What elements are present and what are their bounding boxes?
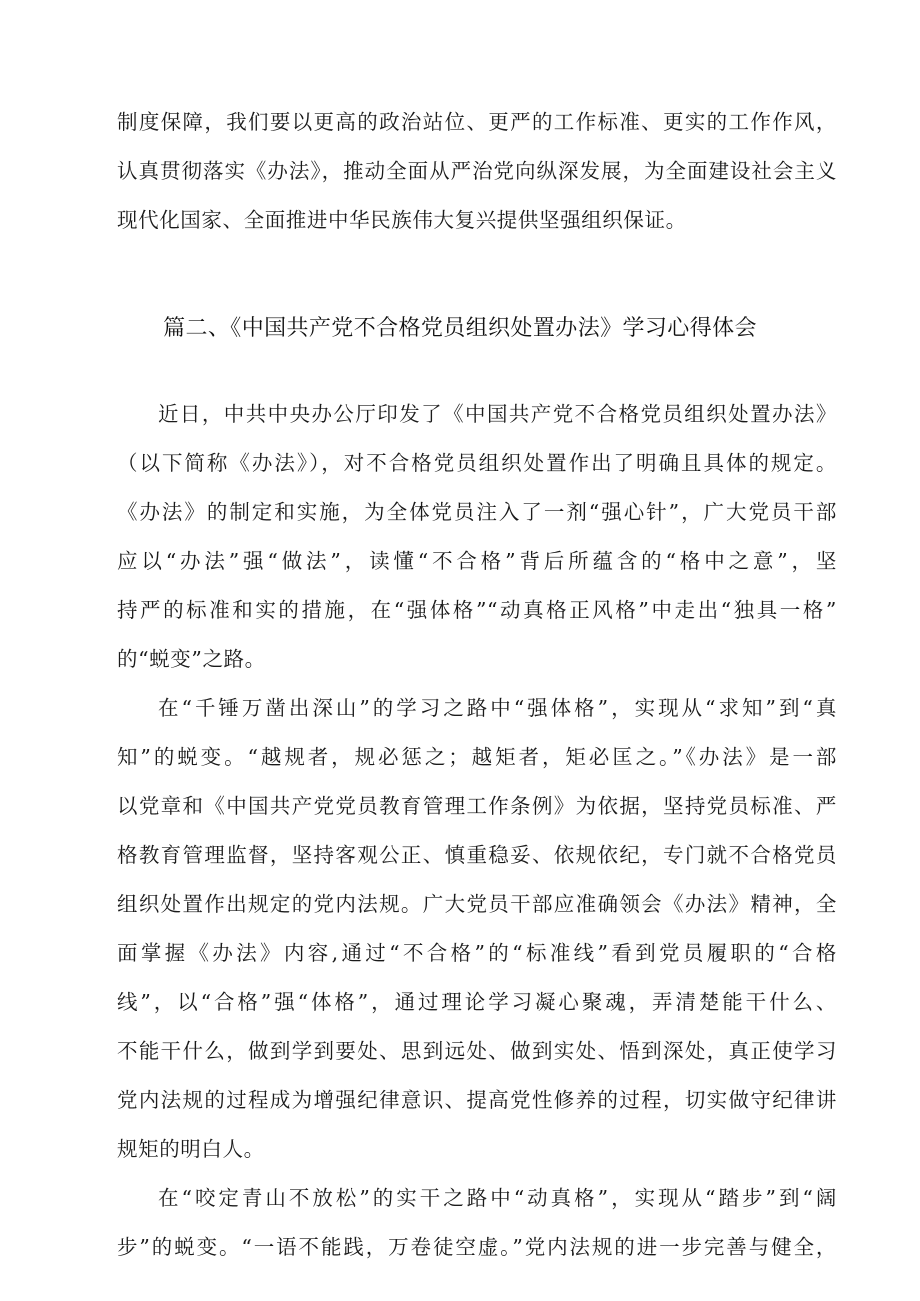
paragraph2-line-10: 规矩的明白人。 xyxy=(117,1137,265,1161)
paragraph1-line-5: 持严的标准和实的措施，在“强体格”“动真格正风格”中走出“独具一格” xyxy=(117,598,837,622)
paragraph3-line-1: 在“咬定青山不放松”的实干之路中“动真格”，实现从“踏步”到“阔 xyxy=(158,1186,837,1210)
paragraph2-line-7: 线”，以“合格”强“体格”，通过理论学习凝心聚魂，弄清楚能干什么、 xyxy=(117,990,837,1014)
intro-line-3: 现代化国家、全面推进中华民族伟大复兴提供坚强组织保证。 xyxy=(117,208,687,232)
paragraph2-line-2: 知”的蜕变。“越规者，规必惩之；越矩者，矩必匡之。”《办法》是一部 xyxy=(117,745,837,769)
paragraph2-line-3: 以党章和《中国共产党党员教育管理工作条例》为依据，坚持党员标准、严 xyxy=(117,794,837,818)
paragraph3-line-2: 步”的蜕变。“一语不能践，万卷徒空虚。”党内法规的进一步完善与健全， xyxy=(117,1235,837,1259)
paragraph1-line-1: 近日，中共中央办公厅印发了《中国共产党不合格党员组织处置办法》 xyxy=(158,402,837,426)
paragraph2-line-5: 组织处置作出规定的党内法规。广大党员干部应准确领会《办法》精神，全 xyxy=(117,892,837,916)
intro-line-1: 制度保障，我们要以更高的政治站位、更严的工作标准、更实的工作作风， xyxy=(117,110,837,134)
section-title: 篇二、《中国共产党不合格党员组织处置办法》学习心得体会 xyxy=(163,316,757,341)
paragraph2-line-1: 在“千锤万凿出深山”的学习之路中“强体格”，实现从“求知”到“真 xyxy=(158,696,837,720)
paragraph1-line-3: 《办法》的制定和实施，为全体党员注入了一剂“强心针”，广大党员干部 xyxy=(117,500,837,524)
paragraph1-line-2: （以下简称《办法》），对不合格党员组织处置作出了明确且具体的规定。 xyxy=(117,451,837,475)
paragraph1-line-4: 应以“办法”强“做法”，读懂“不合格”背后所蕴含的“格中之意”，坚 xyxy=(117,549,837,573)
paragraph2-line-8: 不能干什么，做到学到要处、思到远处、做到实处、悟到深处，真正使学习 xyxy=(117,1039,837,1063)
paragraph2-line-9: 党内法规的过程成为增强纪律意识、提高党性修养的过程，切实做守纪律讲 xyxy=(117,1088,837,1112)
paragraph1-line-6: 的“蜕变”之路。 xyxy=(117,647,266,671)
paragraph2-line-4: 格教育管理监督，坚持客观公正、慎重稳妥、依规依纪，专门就不合格党员 xyxy=(117,843,837,867)
intro-line-2: 认真贯彻落实《办法》，推动全面从严治党向纵深发展，为全面建设社会主义 xyxy=(117,159,837,183)
paragraph2-line-6: 面掌握《办法》内容,通过“不合格”的“标准线”看到党员履职的“合格 xyxy=(117,941,837,965)
